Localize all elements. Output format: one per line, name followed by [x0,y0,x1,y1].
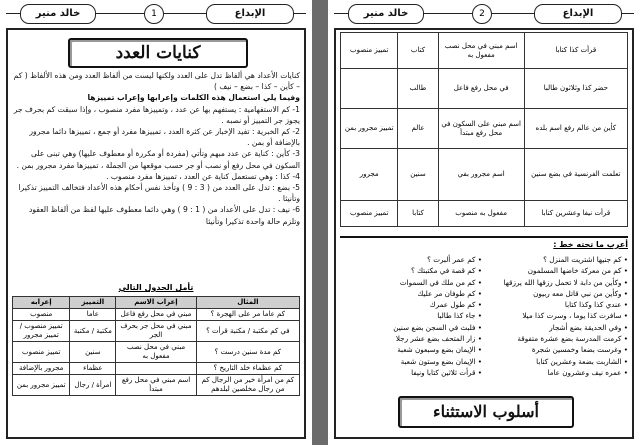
list-item: • سافرت كذا يوما ، وسرت كذا ميلا [488,310,628,321]
table-cell: في كم مكتبة / مكتبة قرأت ؟ [196,321,299,342]
list-item: • فلبث في السجن بضع سنين [342,322,482,333]
list-item: • قرأت ثلاثين كتابا ونيفا [342,367,482,378]
table-row [341,201,628,227]
list-item: • عمره نيف وعشرون عاما [488,367,628,378]
list-item: • عندي كذا وكذا كتابا [488,299,628,310]
brand-badge: الإبداع [534,4,622,24]
table-cell: كم عاما مر على الهجرة ؟ [196,309,299,321]
table-cell: طالب [398,69,438,109]
list-item: • كم من معركة خاضها المسلمون [488,265,628,276]
table-header: إعرابه [13,297,70,309]
list-item: • وفي الحديقة بضع أشجار [488,322,628,333]
rule-1: 1- كم الاستفهامية : يستفهم بها عن عدد ، وتمييزها مفرد منصوب ، وإذا سبقت كم بحرف جر يجوز جر التمييز أو نصبه . [13,104,300,125]
exercise-list [342,254,628,378]
table-cell: كم عظماء خلد التاريخ ؟ [196,363,299,375]
table-cell: مجرور بالإضافة [13,363,70,375]
list-item: • كم طوفان مر عليك [342,288,482,299]
table-cell: مبني في محل رفع فاعل [116,309,196,321]
table-title: تأمل الجدول التالي [118,283,194,292]
table-row [13,363,300,375]
list-item: • كم قصة في مكتبتك ؟ [342,265,482,276]
list-item: • وغرست بضعا وخمسين شجرة [488,344,628,355]
table-cell: مجرور [341,149,398,201]
table-row [13,342,300,363]
rule-6: 6- نيف : تدل على الأعداد من ( 1 : 9 ) وهي دائما معطوف عليها لفظ من ألفاظ العقود وتلزم حالة واحدة تذكيرا وتأنيثا [28,205,300,226]
table-cell: كتاب [398,33,438,69]
table-cell: في محل رفع فاعل [438,69,524,109]
continuation-table [340,32,628,227]
list-item: • كم طول عمرك [342,299,482,310]
examples-table [12,296,300,396]
list-item: • كم من ملك في السموات [342,277,482,288]
rule-4: 4- كذا : وهي تستعمل كناية عن العدد ، تمييزها مفرد منصوب . [106,171,300,181]
table-cell: تمييز منصوب [341,33,398,69]
table-cell: اسم مبني على السكون في محل رفع مبتدأ [438,109,524,149]
table-cell: قرأت كذا كتابا [524,33,627,69]
table-cell: حضر كذا وثلاثون طالبا [524,69,627,109]
table-cell: كتابا [398,201,438,227]
list-item: • جاء كذا طالبا [342,310,482,321]
table-cell [341,69,398,109]
table-cell: اسم مجرور بفي [438,149,524,201]
table-cell: تمييز منصوب [13,342,70,363]
list-item: • كرمت المدرسة بضع عشرة متفوقة [488,333,628,344]
right-page [328,0,640,445]
table-cell: تمييز منصوب [341,201,398,227]
rule-5: 5- بضع : تدل على العدد من ( 3 : 9 ) وتأخذ نفس أحكام هذه الأعداد فتخالف التمييز تذكيرا وتأنيثا . [18,183,300,204]
page-number: 2 [472,4,492,24]
table-cell: تمييز مجرور بمن [13,375,70,396]
brand-badge: الإبداع [206,4,294,24]
author-badge: خالد منير [20,4,96,24]
table-cell: اسم مبني في محل رفع مبتدأ [116,375,196,396]
table-cell: كم مدة سنين درست ؟ [196,342,299,363]
table-row [13,309,300,321]
exercise-title: أعرب ما تحته خط : [553,240,628,249]
page-number: 1 [144,4,164,24]
list-item: • الإيمان بضع وستون شعبة [342,356,482,367]
table-row [13,321,300,342]
left-page-header [6,4,306,24]
left-page [0,0,312,445]
table-cell: سنين [398,149,438,201]
table-cell: مبني في محل جر بحرف الجر [116,321,196,342]
table-cell: عاما [70,309,116,321]
table-cell: منصوب [13,309,70,321]
table-cell: تمييز مجرور بمن [341,109,398,149]
table-row [341,109,628,149]
table-cell: تعلمت الفرنسية في بضع سنين [524,149,627,201]
right-page-header [334,4,634,24]
list-item: • الشاربت بضعة وعشرين كتابا [488,356,628,367]
table-header: التمييز [70,297,116,309]
table-cell: مكتبة / مكتبة [70,321,116,342]
table-row [341,33,628,69]
main-text [12,70,300,227]
table-header: إعراب الاسم [116,297,196,309]
table-row [341,69,628,109]
table-cell: امرأة / رجال [70,375,116,396]
page-title: كنايات العدد [68,38,248,68]
table-cell: عالم [398,109,438,149]
table-cell: قرأت نيفا وعشرين كتابا [524,201,627,227]
table-cell [116,363,196,375]
table-cell: كم من امرأة خير من الرجال كم من رجال مخلصين لبلدهم [196,375,299,396]
table-cell: اسم مبني في محل نصب مفعول به [438,33,524,69]
list-item: • زار المتحف بضع عشر رجلا [342,333,482,344]
table-cell: مبني في محل نصب مفعول به [116,342,196,363]
list-item: • كم جنيها اشتريت المنزل ؟ [488,254,628,265]
intro-paragraph: كنايات الأعداد هي ألفاظ تدل على العدد ولكنها ليست من ألفاظ العدد ومن هذه الألفاظ ( كم – كأين – كذا – بضع – نيف ) [13,71,300,92]
list-item: • الإيمان بضع وسبعون شعبة [342,344,482,355]
table-cell: كأين من عالم رفع اسم بلده [524,109,627,149]
section-title: أسلوب الاستثناء [398,396,574,428]
table-cell: مفعول به منصوب [438,201,524,227]
divider [340,236,628,238]
list-item: • وكأين من دابة لا تحمل رزقها الله يرزقها [488,277,628,288]
intro-note: وفيما يلي استعمال هذه الكلمات وإعرابها وإعراب تمييزها [87,93,300,103]
table-cell: سنين [70,342,116,363]
table-cell: تمييز منصوب / تمييز مجرور [13,321,70,342]
table-header: المثال [196,297,299,309]
rule-2: 2- كم الخبرية : تفيد الإخبار عن كثرة العدد ، تمييزها مفرد أو جمع ، تمييزها دائما مجرور بالإضافة أو بمن . [29,127,300,148]
author-badge: خالد منير [348,4,424,24]
list-item: • كم عمر ألبرت ؟ [342,254,482,265]
table-row [341,149,628,201]
list-item: • وكأين من نبي قاتل معه ربيون [488,288,628,299]
table-cell: عظماء [70,363,116,375]
rule-3: 3- كأين : كناية عن عدد مبهم وتأتي (مفردة أو مكررة أو معطوف عليها) وهي تبنى على السكون في محل رفع أو نصب أو جر حسب موقعها من الجملة ، تمييزها مفرد مجرور بمن . [16,149,300,170]
table-row [13,375,300,396]
